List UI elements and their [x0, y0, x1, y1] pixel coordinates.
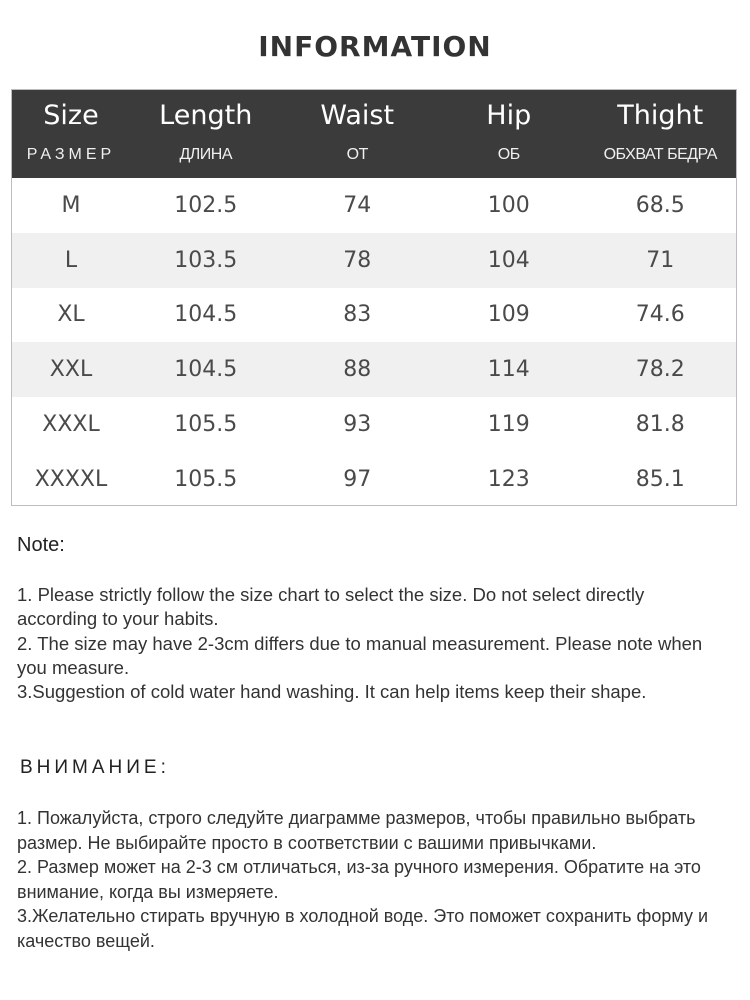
page-title: INFORMATION: [258, 30, 492, 63]
table-row: [12, 178, 736, 233]
cell-size: XXXXL: [34, 466, 108, 492]
header-waist-label-ru: ОТ: [346, 146, 368, 163]
note-list-ru: [17, 806, 727, 953]
cell-length: 105.5: [174, 466, 238, 492]
header-hip-label: Hip: [486, 100, 532, 131]
table-row: [12, 233, 736, 288]
cell-length: 104.5: [174, 302, 238, 328]
cell-thigh: 78.2: [635, 357, 685, 383]
header-thigh: [585, 90, 737, 178]
note-item: 3.Suggestion of cold water hand washing. It can help items keep their shape.: [17, 681, 647, 703]
note-item-ru: 2. Размер может на 2-3 см отличаться, из-за ручного измерения. Обратите на это внимание, когда вы измеряете.: [17, 857, 701, 902]
header-size-label-ru: РАЗМЕР: [26, 146, 116, 163]
cell-length: 105.5: [174, 412, 238, 438]
note-heading-ru: ВНИМАНИЕ:: [20, 757, 170, 778]
cell-size: L: [64, 247, 78, 273]
cell-thigh: 71: [646, 247, 675, 273]
header-length-label-ru: ДЛИНА: [179, 146, 233, 163]
table-row: [12, 342, 736, 397]
header-waist-label: Waist: [320, 100, 395, 131]
cell-size: M: [61, 192, 81, 218]
header-thigh-label: Thight: [617, 100, 704, 131]
table-row: [12, 288, 736, 343]
size-table-body: [12, 178, 736, 507]
header-length-label: Length: [159, 100, 253, 131]
table-row: [12, 452, 736, 507]
cell-hip: 119: [487, 412, 530, 438]
header-size: [12, 90, 130, 178]
cell-length: 103.5: [174, 247, 238, 273]
cell-waist: 74: [343, 192, 372, 218]
cell-hip: 100: [487, 192, 530, 218]
header-thigh-label-ru: ОБХВАТ БЕДРА: [603, 146, 717, 163]
table-row: [12, 397, 736, 452]
cell-size: XL: [57, 302, 85, 328]
note-heading: Note:: [17, 534, 65, 556]
header-length: [130, 90, 282, 178]
cell-size: XXL: [49, 357, 93, 383]
cell-waist: 83: [343, 302, 372, 328]
cell-thigh: 68.5: [635, 192, 685, 218]
cell-hip: 109: [487, 302, 530, 328]
cell-thigh: 85.1: [635, 466, 685, 492]
cell-length: 102.5: [174, 192, 238, 218]
note-item-ru: 1. Пожалуйста, строго следуйте диаграмме размеров, чтобы правильно выбрать размер. Не выбирайте просто в соответствии с вашими привычками.: [17, 808, 696, 853]
cell-size: XXXL: [42, 412, 100, 438]
header-hip-label-ru: ОБ: [497, 146, 520, 163]
cell-length: 104.5: [174, 357, 238, 383]
cell-hip: 114: [487, 357, 530, 383]
cell-waist: 78: [343, 247, 372, 273]
note-item: 1. Please strictly follow the size chart to select the size. Do not select directly according to your habits.: [17, 584, 645, 630]
cell-waist: 97: [343, 466, 372, 492]
header-hip: [433, 90, 585, 178]
cell-waist: 93: [343, 412, 372, 438]
cell-thigh: 81.8: [635, 412, 685, 438]
cell-waist: 88: [343, 357, 372, 383]
note-list: [17, 583, 727, 704]
note-item-ru: 3.Желательно стирать вручную в холодной воде. Это поможет сохранить форму и качество вещей.: [17, 906, 709, 951]
cell-hip: 123: [487, 466, 530, 492]
note-item: 2. The size may have 2-3cm differs due to manual measurement. Please note when you measure.: [17, 632, 703, 678]
size-table-header: [12, 90, 736, 178]
cell-thigh: 74.6: [635, 302, 685, 328]
cell-hip: 104: [487, 247, 530, 273]
size-table: [11, 89, 737, 506]
header-waist: [282, 90, 434, 178]
header-size-label: Size: [43, 100, 99, 131]
